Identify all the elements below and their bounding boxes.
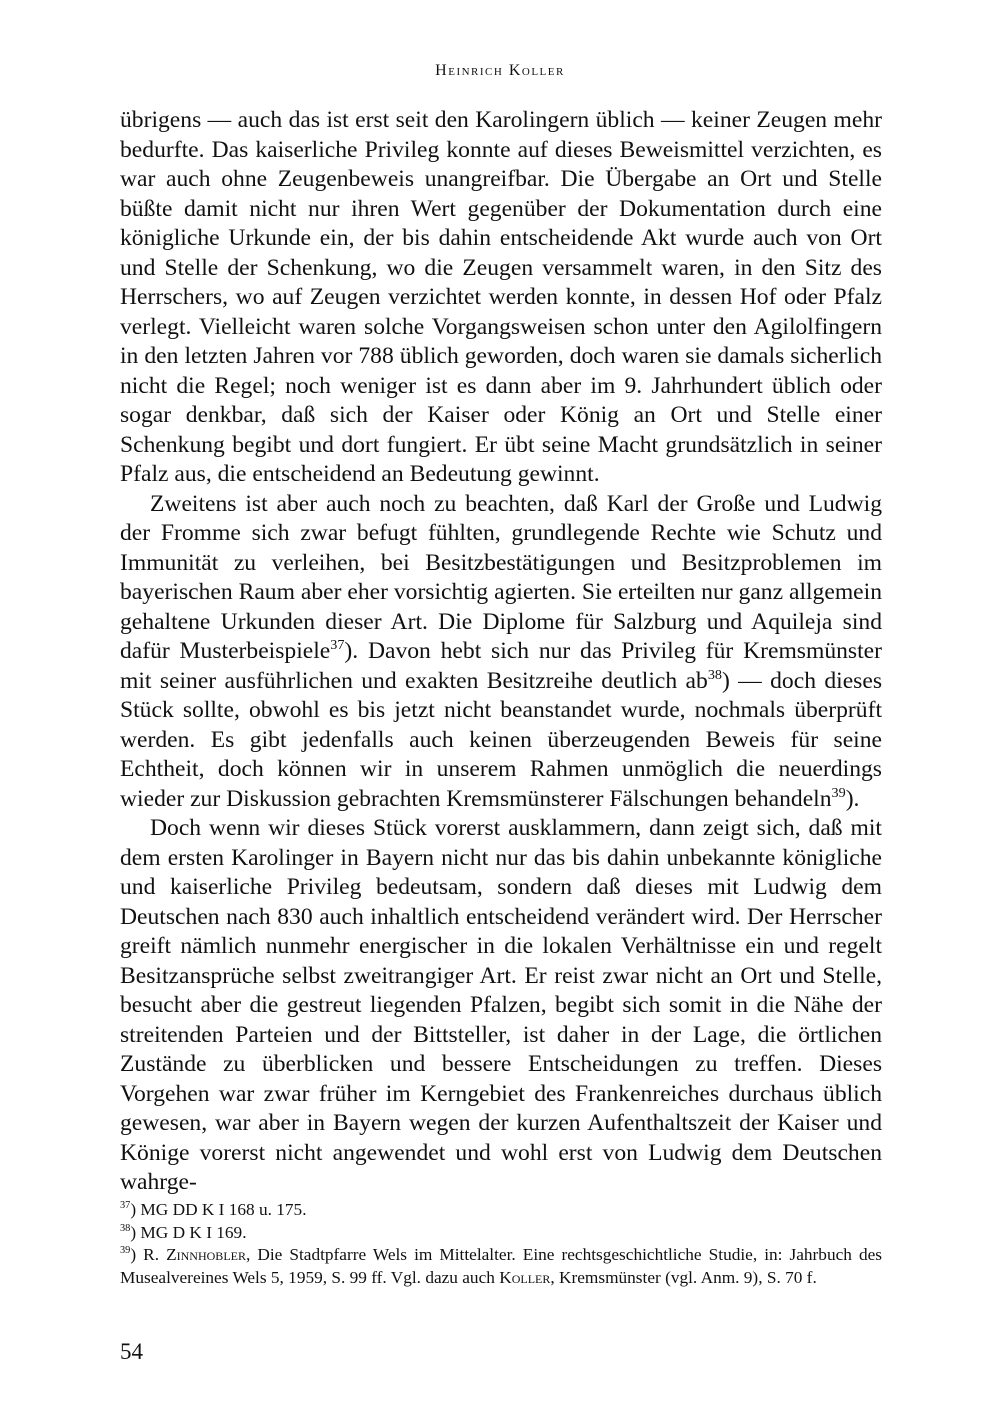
footnote-ref-37: 37 [330, 637, 345, 654]
paragraph-2-text-a: Zweitens ist aber auch noch zu beachten, daß Karl der Große und Ludwig der Fromme sich zwar befugt fühlten, grundlegende Rechte wie Schutz und Immunität zu verleihen, bei Besitzbestätigungen und Besitzproblemen im bayerischen Raum aber eher vorsichtig agierten. Sie erteilten nur ganz allgemein gehaltene Urkunden dieser Art. Die Diplome für Salzburg und Aquileja sind dafür Musterbeispiele [120, 490, 882, 664]
paragraph-3: Doch wenn wir dieses Stück vorerst ausklammern, dann zeigt sich, daß mit dem ersten Karolinger in Bayern nicht nur das bis dahin unbekannte königliche und kaiserliche Privileg bedeutsam, sondern daß dieses mit Ludwig dem Deutschen nach 830 auch inhaltlich entscheidend verändert wird. Der Herrscher greift nämlich nunmehr energischer in die lokalen Verhältnisse ein und regelt Besitzansprüche selbst zweitrangiger Art. Er reist zwar nicht an Ort und Stelle, besucht aber die gestreut liegenden Pfalzen, begibt sich somit in die Nähe der streitenden Parteien und der Bittsteller, ist daher in der Lage, die örtlichen Zustände zu überblicken und bessere Entscheidungen zu treffen. Dieses Vorgehen war zwar früher im Kerngebiet des Frankenreiches durchaus üblich gewesen, war aber in Bayern wegen der kurzen Aufenthaltszeit der Kaiser und Könige vorerst nicht angewendet und wohl erst von Ludwig dem Deutschen wahrge- [120, 815, 882, 1195]
footnote-number: 37 [120, 1200, 131, 1212]
paragraph-2-text-d: ). [845, 785, 860, 812]
footnote-number: 39 [120, 1245, 131, 1257]
page-number: 54 [120, 1339, 143, 1364]
footnote-text: ) MG D K I 169. [130, 1222, 247, 1242]
footnote-37 [120, 1199, 882, 1222]
footnote-author: Koller [499, 1267, 551, 1287]
paragraph-2-text-b: ). Davon hebt sich nur das Privileg für Kremsmünster mit seiner ausführlichen und exakten Besitzreihe deutlich ab [120, 638, 882, 694]
body-text [120, 106, 882, 1198]
footnote-38 [120, 1222, 882, 1245]
footnote-author: Zinnhobler [166, 1245, 246, 1264]
paragraph-1: übrigens — auch das ist erst seit den Karolingern üblich — keiner Zeugen mehr bedurfte. Das kaiserliche Privileg konnte auf dieses Beweismittel verzichten, es war auch ohne Zeugenbeweis unangreifbar. Die Übergabe an Ort und Stelle büßte damit nicht nur ihren Wert gegenüber der Dokumentation durch eine königliche Urkunde ein, der bis dahin entscheidende Akt wurde auch von Ort und Stelle der Schenkung, wo die Zeugen versammelt waren, in den Sitz des Herrschers, wo auf Zeugen verzichtet werden konnte, in dessen Hof oder Pfalz verlegt. Vielleicht waren solche Vorgangsweisen schon unter den Agilolfingern in den letzten Jahren vor 788 üblich geworden, doch waren sie damals sicherlich nicht die Regel; noch weniger ist es dann aber im 9. Jahrhundert üblich oder sogar denkbar, daß sich der Kaiser oder König an Ort und Stelle einer Schenkung begibt und dort fungiert. Er übt seine Macht grundsätzlich in seiner Pfalz aus, die entscheidend an Bedeutung gewinnt. [120, 107, 882, 487]
footnote-ref-38: 38 [707, 666, 722, 683]
paragraph-2 [120, 490, 882, 815]
footnote-text: , Die Stadtpfarre Wels im Mittelalter. Eine rechtsgeschichtliche Studie, in: Jahrbuch des Musealvereines Wels 5, 1959, S. 99 ff. Vgl. dazu auch [120, 1245, 882, 1287]
footnote-39 [120, 1244, 882, 1289]
footnote-number: 38 [120, 1222, 131, 1234]
footnote-text: , Kremsmünster (vgl. Anm. 9), S. 70 f. [550, 1267, 817, 1287]
footnote-text: ) R. [130, 1245, 167, 1264]
footnote-text: ) MG DD K I 168 u. 175. [130, 1200, 307, 1219]
footnotes [120, 1199, 882, 1289]
footnote-ref-39: 39 [831, 784, 846, 801]
paragraph-2-text-c: ) — doch dieses Stück sollte, obwohl es bis jetzt nicht beanstandet wurde, nochmals überprüft werden. Es gibt jedenfalls auch keinen überzeugenden Beweis für seine Echtheit, doch können wir in unserem Rahmen unmöglich die neuerdings wieder zur Diskussion gebrachten Kremsmünsterer Fälschungen behandeln [120, 667, 882, 812]
running-head: Heinrich Koller [435, 62, 565, 79]
